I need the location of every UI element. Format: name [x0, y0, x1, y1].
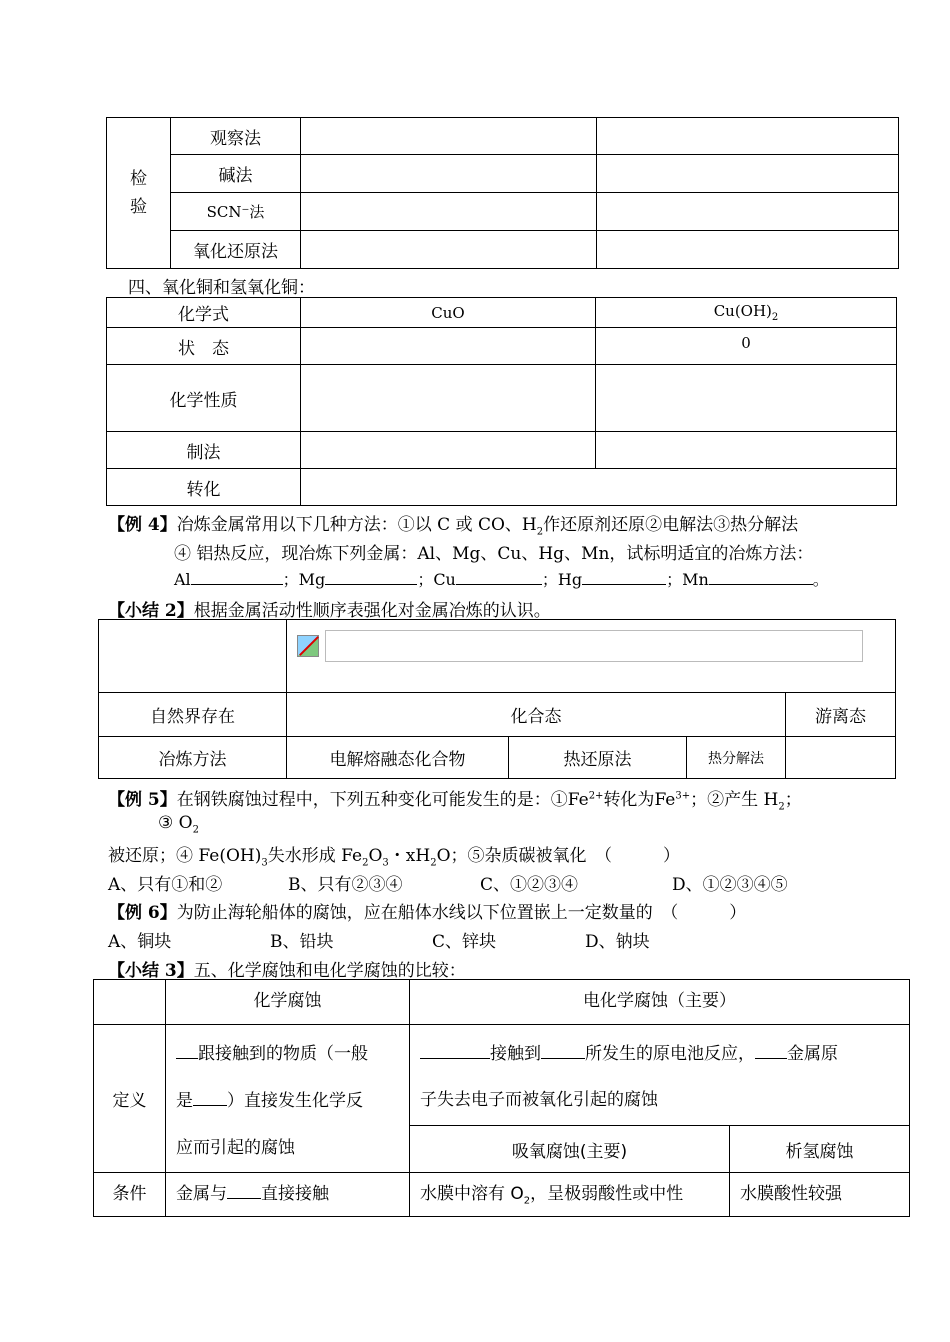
- answer-blank[interactable]: [709, 583, 813, 585]
- row-label: 定义: [94, 1025, 166, 1173]
- row-label: 状 态: [107, 328, 301, 365]
- table-cell: 化合态: [287, 693, 786, 737]
- blank-label: ；Mn: [666, 570, 709, 589]
- summary-text: 根据金属活动性顺序表强化对金属冶炼的认识。: [193, 601, 551, 621]
- example-5-option-d[interactable]: D、①②③④⑤: [672, 875, 788, 895]
- answer-blank[interactable]: [541, 1057, 585, 1059]
- blank-label: ；Cu: [417, 570, 456, 589]
- condition-text: ，呈极弱酸性或中性: [530, 1184, 684, 1204]
- header-cell: 电化学腐蚀（主要）: [410, 980, 910, 1025]
- definition-text: 是: [176, 1091, 193, 1111]
- test-method-label: SCN⁻法: [171, 193, 301, 231]
- test-method-label: 碱法: [171, 155, 301, 193]
- header-cell: 析氢腐蚀: [730, 1126, 910, 1173]
- corrosion-comparison-table: [93, 979, 910, 1217]
- example-text: 作还原剂还原②电解法③热分解法: [543, 515, 799, 535]
- test-method-label: 观察法: [171, 118, 301, 155]
- table-cell: [94, 980, 166, 1025]
- answer-blank[interactable]: [176, 1057, 198, 1059]
- table-cell: [597, 155, 899, 193]
- answer-blank[interactable]: [456, 583, 542, 585]
- condition-text: 直接接触: [261, 1184, 329, 1204]
- table-cell: [99, 620, 287, 693]
- subscript: 3: [382, 857, 389, 869]
- row-label: 转化: [107, 469, 301, 506]
- blank-label: ；Mg: [282, 570, 326, 589]
- example-6-option-d[interactable]: D、钠块: [585, 932, 650, 952]
- answer-blank[interactable]: [227, 1197, 261, 1199]
- example-text: 失水形成 Fe: [267, 846, 363, 866]
- answer-blank[interactable]: [420, 1057, 490, 1059]
- table-cell: 热还原法: [509, 737, 687, 779]
- table-cell: 0: [596, 328, 897, 365]
- row-label: 冶炼方法: [99, 737, 287, 779]
- example-5-option-c[interactable]: C、①②③④: [480, 875, 579, 895]
- row-label: 化学性质: [107, 365, 301, 432]
- example-6-option-c[interactable]: C、锌块: [432, 932, 497, 952]
- subscript: 2: [523, 1195, 531, 1207]
- subscript: 2: [362, 857, 369, 869]
- chemical-definition-cell: [166, 1025, 410, 1173]
- answer-blank[interactable]: [325, 583, 417, 585]
- subscript: 2: [536, 526, 544, 538]
- row-label: 自然界存在: [99, 693, 287, 737]
- example-text: O: [368, 846, 383, 866]
- definition-text: 子失去电子而被氧化引起的腐蚀: [420, 1090, 658, 1110]
- example-5-option-a[interactable]: A、只有①和②: [108, 875, 223, 895]
- image-placeholder: [325, 630, 863, 662]
- definition-text: 跟接触到的物质（一般: [198, 1044, 368, 1064]
- test-group-label: 检验: [130, 169, 147, 217]
- example-text: ・xH: [388, 846, 431, 866]
- example-text: 为防止海轮船体的腐蚀，应在船体水线以下位置嵌上一定数量的 （ ）: [176, 903, 747, 923]
- example-label: 【例 6】: [108, 903, 177, 923]
- example-5-option-b[interactable]: B、只有②③④: [288, 875, 403, 895]
- table-cell: [597, 118, 899, 155]
- blank-label: 。: [812, 570, 829, 589]
- row-label: 制法: [107, 432, 301, 469]
- table-cell: 水膜酸性较强: [730, 1173, 910, 1217]
- condition-text: 金属与: [176, 1184, 227, 1204]
- example-text: Fe: [654, 790, 676, 810]
- table-cell: [301, 432, 596, 469]
- example-5-line-3: [108, 841, 680, 868]
- subscript: 3: [261, 857, 268, 869]
- blank-label: ；Hg: [541, 570, 583, 589]
- answer-blank[interactable]: [755, 1057, 787, 1059]
- definition-text: 金属原: [787, 1044, 838, 1064]
- table-cell: [410, 1173, 730, 1217]
- answer-blank[interactable]: [193, 1104, 227, 1106]
- table-cell: [166, 1173, 410, 1217]
- broken-image-icon: [297, 635, 319, 657]
- table-cell: 热分解法: [687, 737, 786, 779]
- activity-series-cell: [287, 620, 896, 693]
- table-cell: [596, 432, 897, 469]
- table-cell: [301, 231, 597, 269]
- definition-text: 接触到: [490, 1044, 541, 1064]
- test-group-cell: [107, 118, 171, 269]
- formula-text: Cu(OH): [713, 302, 772, 320]
- example-label: 【例 5】: [108, 790, 177, 810]
- header-cell: 化学式: [107, 298, 301, 328]
- summary-text: 五、化学腐蚀和电化学腐蚀的比较：: [193, 961, 466, 981]
- table-cell: 电解熔融态化合物: [287, 737, 509, 779]
- example-6-line: [108, 898, 746, 923]
- example-4-blanks: [174, 567, 829, 590]
- superscript: 2+: [588, 790, 604, 802]
- header-cell: [596, 298, 897, 328]
- example-label: 【例 4】: [108, 515, 177, 535]
- formula-subscript: 2: [771, 312, 779, 323]
- blank-label: Al: [174, 570, 191, 589]
- subscript: 2: [778, 801, 785, 813]
- answer-blank[interactable]: [582, 583, 666, 585]
- definition-text: 应而引起的腐蚀: [176, 1138, 295, 1158]
- header-cell: CuO: [301, 298, 596, 328]
- example-text: 转化为: [603, 790, 655, 810]
- table-cell: 游离态: [786, 693, 896, 737]
- table-cell: [301, 328, 596, 365]
- condition-text: 水膜中溶有 O: [420, 1184, 524, 1204]
- example-text: Fe: [567, 790, 589, 810]
- superscript: 3+: [675, 790, 691, 802]
- table-cell: [786, 737, 896, 779]
- summary-3-line: [108, 956, 466, 981]
- example-4-line-2: ④ 铝热反应，现冶炼下列金属：Al、Mg、Cu、Hg、Mn，试标明适宜的冶炼方法：: [174, 544, 814, 564]
- definition-text: ）直接发生化学反: [227, 1091, 363, 1111]
- subscript: 2: [192, 824, 199, 836]
- example-text: 在钢铁腐蚀过程中，下列五种变化可能发生的是：①: [176, 790, 568, 810]
- table-cell: [301, 155, 597, 193]
- subscript: 2: [430, 857, 437, 869]
- answer-blank[interactable]: [191, 583, 283, 585]
- copper-compounds-table: [106, 297, 897, 506]
- header-cell: 化学腐蚀: [166, 980, 410, 1025]
- example-text: 冶炼金属常用以下几种方法：①以 C 或 CO、H: [176, 515, 537, 535]
- example-5-line-1: [108, 785, 802, 812]
- table-cell: [597, 193, 899, 231]
- summary-label: 【小结 2】: [108, 601, 194, 621]
- table-cell: [301, 118, 597, 155]
- example-text: ；: [784, 790, 802, 810]
- section-heading: 四、氧化铜和氢氧化铜：: [128, 278, 315, 298]
- table-cell: [301, 193, 597, 231]
- header-cell: 吸氧腐蚀(主要): [410, 1126, 730, 1173]
- test-methods-table: [106, 117, 899, 269]
- example-text: O；⑤杂质碳被氧化 （ ）: [436, 846, 680, 866]
- example-4-line-1: [108, 510, 798, 537]
- test-method-label: 氧化还原法: [171, 231, 301, 269]
- example-5-line-2: [158, 813, 199, 835]
- row-label: 条件: [94, 1173, 166, 1217]
- table-cell: [301, 469, 897, 506]
- example-text: ；②产生 H: [690, 790, 779, 810]
- table-cell: [301, 365, 596, 432]
- smelting-table: [98, 619, 896, 779]
- table-cell: [596, 365, 897, 432]
- example-6-option-b[interactable]: B、铅块: [270, 932, 334, 952]
- example-text: ③ O: [158, 813, 193, 833]
- summary-2-line: [108, 596, 551, 621]
- definition-text: 所发生的原电池反应，: [585, 1044, 755, 1064]
- example-text: 被还原；④ Fe(OH): [108, 846, 262, 866]
- summary-label: 【小结 3】: [108, 961, 194, 981]
- table-cell: [597, 231, 899, 269]
- electrochemical-definition-cell: [410, 1025, 910, 1126]
- example-6-option-a[interactable]: A、铜块: [108, 932, 172, 952]
